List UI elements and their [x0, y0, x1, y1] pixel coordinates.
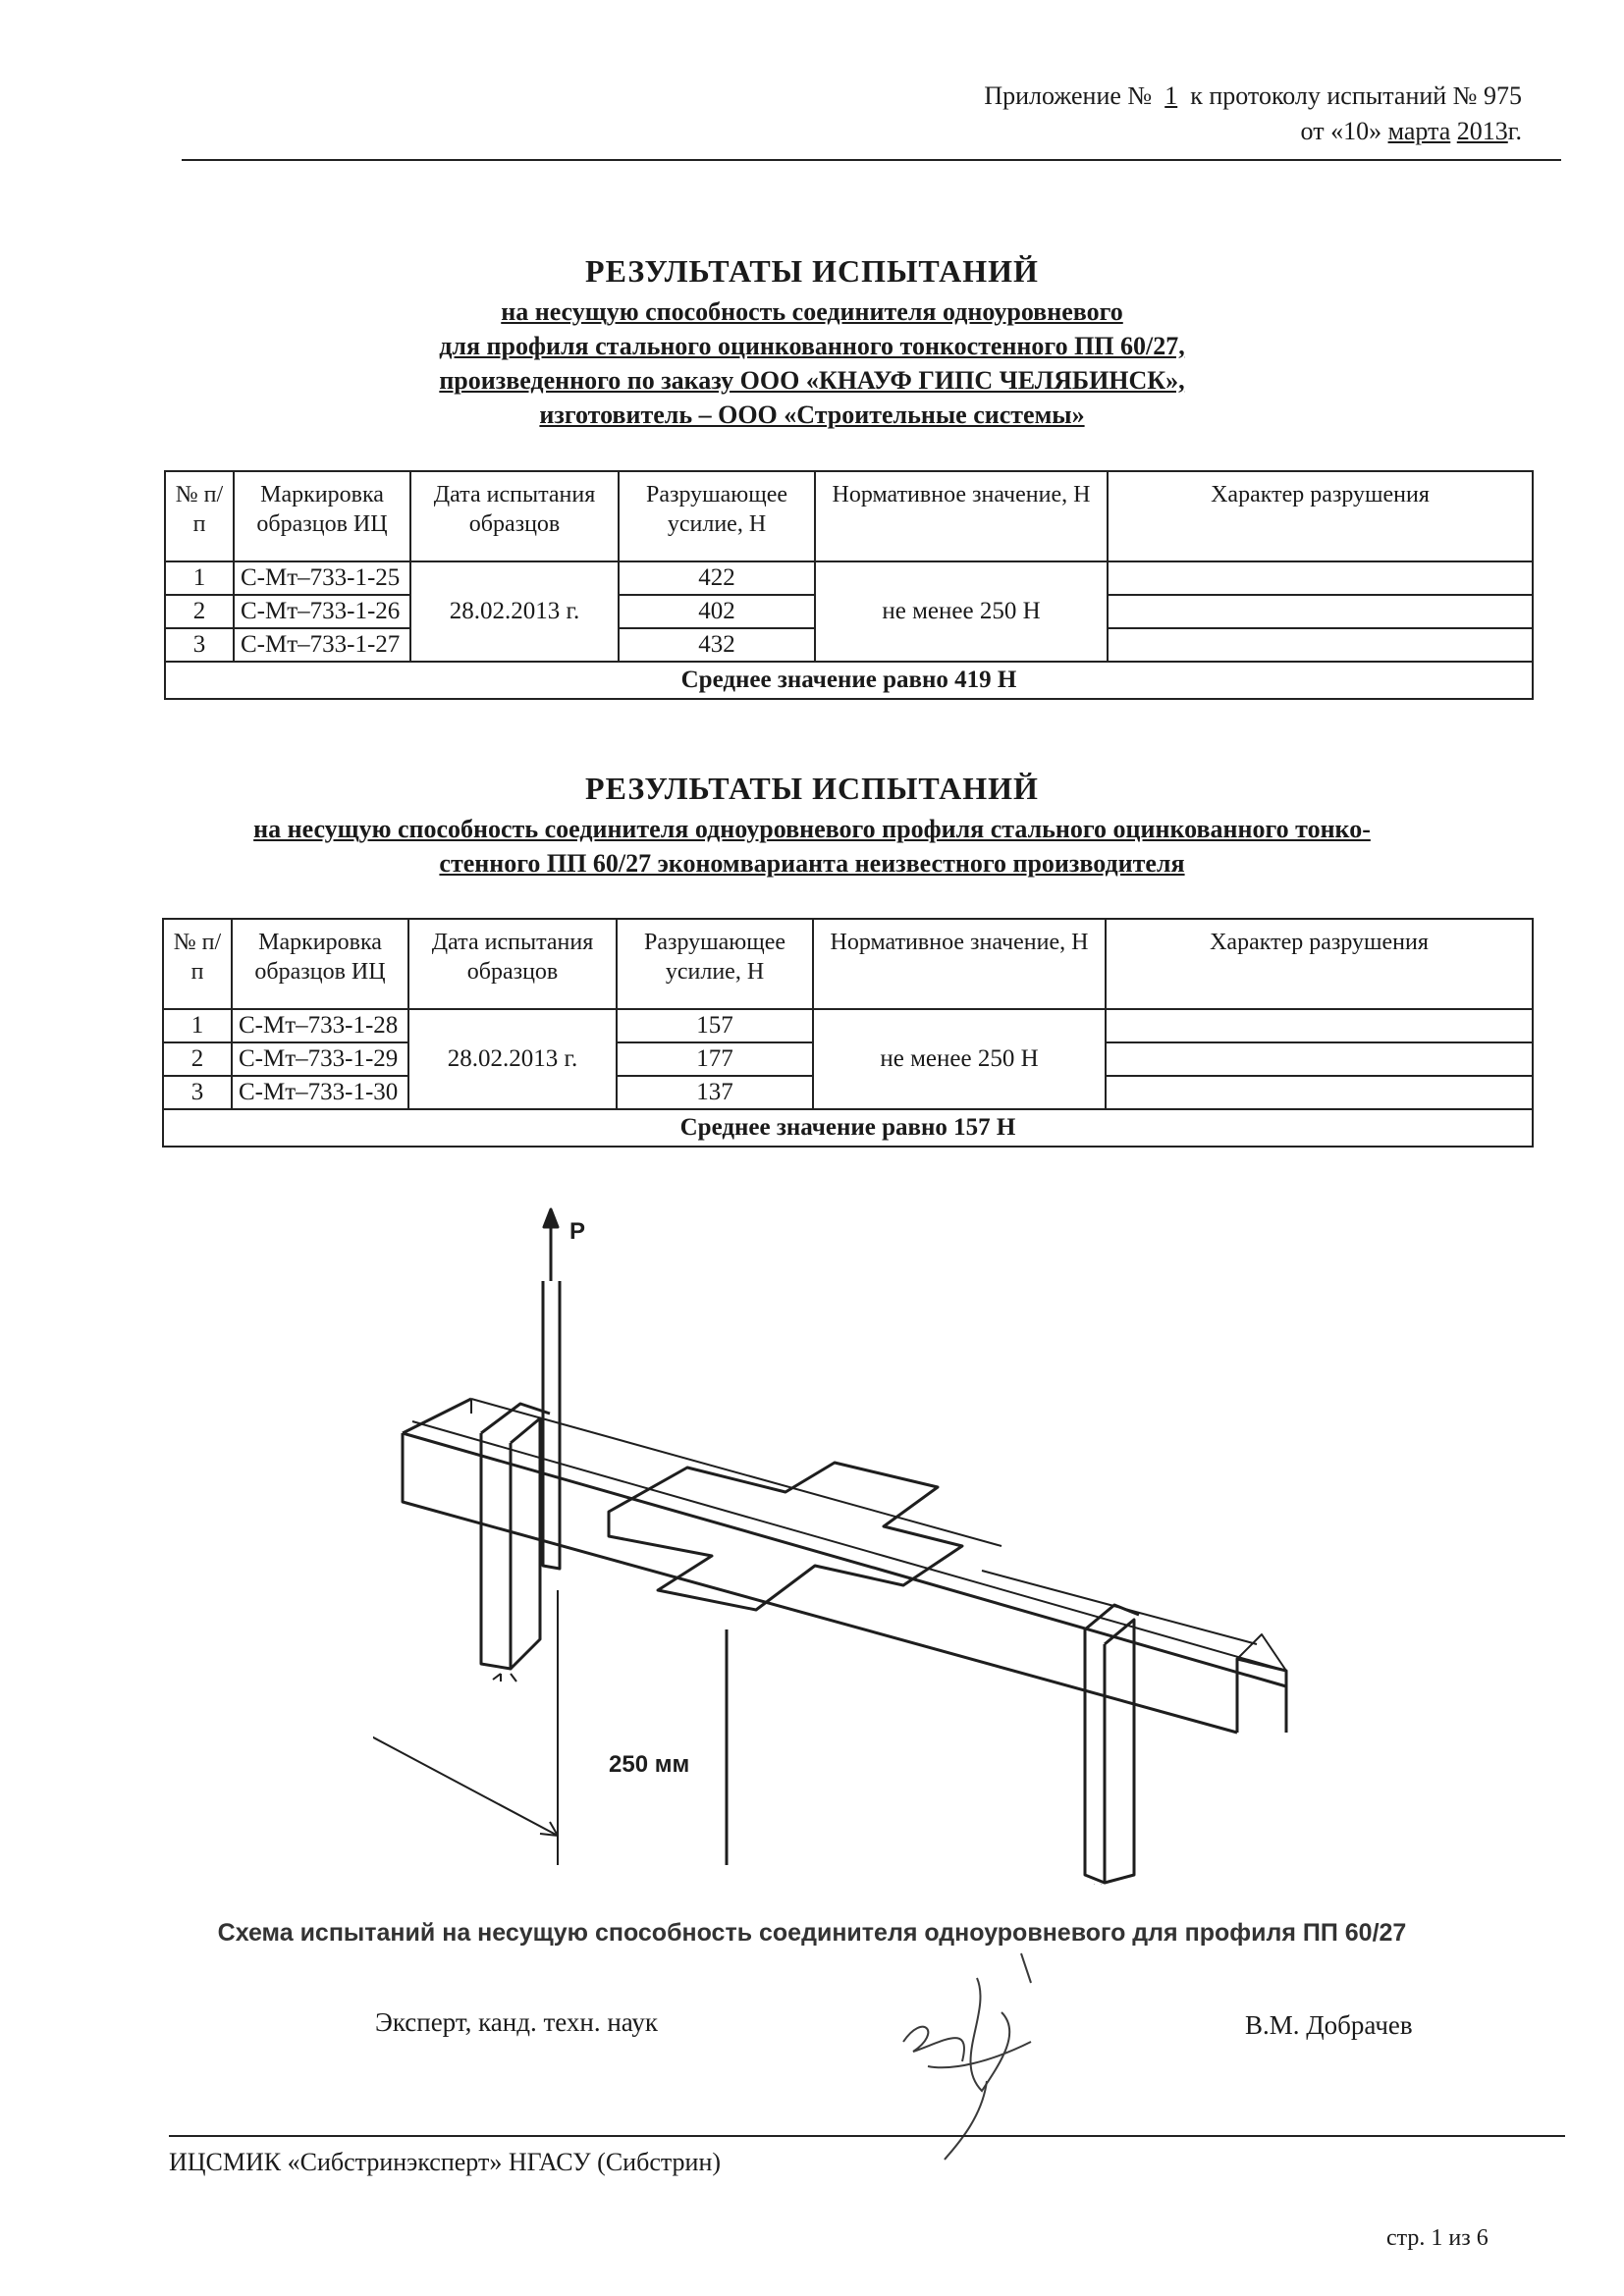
section2-title: РЕЗУЛЬТАТЫ ИСПЫТАНИЙ: [585, 771, 1039, 806]
table-row: 1 С-Мт–733-1-25 28.02.2013 г. 422 не менее 250 Н: [165, 561, 1533, 595]
profile-top-edge: [403, 1433, 1286, 1686]
section1-title: РЕЗУЛЬТАТЫ ИСПЫТАНИЙ: [585, 253, 1039, 289]
left-support: [481, 1433, 511, 1669]
test-scheme-diagram: [373, 1198, 1316, 1885]
col-character: Характер разрушения: [1106, 919, 1533, 1009]
diagram-caption: Схема испытаний на несущую способность соединителя одноуровневого для профиля ПП 60/27: [217, 1919, 1407, 1947]
col-num: № п/п: [165, 471, 234, 561]
table-header-row: [165, 471, 1533, 561]
col-character: Характер разрушения: [1108, 471, 1533, 561]
col-date: Дата испытания образцов: [410, 471, 619, 561]
load-label: Р: [569, 1218, 586, 1245]
expert-name: В.М. Добрачев: [1245, 2010, 1413, 2040]
handwritten-signature: [884, 1924, 1080, 2179]
appendix-number: 1: [1164, 81, 1178, 110]
expert-position: Эксперт, канд. техн. наук: [375, 2007, 659, 2037]
col-norm: Нормативное значение, Н: [815, 471, 1108, 561]
profile-end-face: [1237, 1659, 1286, 1733]
profile-front-face: [403, 1433, 1237, 1733]
table-row: 1 С-Мт–733-1-28 28.02.2013 г. 157 не менее 250 Н: [163, 1009, 1533, 1042]
results-table-1: [164, 470, 1534, 700]
test-date: 28.02.2013 г.: [408, 1009, 617, 1109]
footer-organization: ИЦСМИК «Сибстринэксперт» НГАСУ (Сибстрин): [169, 2148, 722, 2176]
col-force: Разрушающее усилие, Н: [619, 471, 815, 561]
test-date: 28.02.2013 г.: [410, 561, 619, 662]
col-marking: Маркировка образцов ИЦ: [234, 471, 410, 561]
col-marking: Маркировка образцов ИЦ: [232, 919, 408, 1009]
mean-value: Среднее значение равно 419 Н: [165, 662, 1533, 699]
appendix-line-1: Приложение № 1 к протоколу испытаний № 975: [984, 81, 1522, 110]
dimension-line: [373, 1723, 558, 1836]
col-date: Дата испытания образцов: [408, 919, 617, 1009]
table-row: 2 С-Мт–733-1-26 402: [165, 595, 1533, 628]
header-rule: [182, 159, 1561, 161]
mean-row: [163, 1109, 1533, 1147]
table-row: 2 С-Мт–733-1-29 177: [163, 1042, 1533, 1076]
section2-subtitle: на несущую способность соединителя одноуровневого профиля стального оцинкованного тонко- стенного ПП 60/27 экономварианта неизвестного производителя: [253, 815, 1371, 878]
norm-value: не менее 250 Н: [813, 1009, 1106, 1109]
mean-row: [165, 662, 1533, 699]
load-arrow: [544, 1209, 558, 1227]
norm-value: не менее 250 Н: [815, 561, 1108, 662]
page-number: стр. 1 из 6: [1386, 2225, 1489, 2251]
table-header-row: [163, 919, 1533, 1009]
mean-value: Среднее значение равно 157 Н: [163, 1109, 1533, 1147]
appendix-line-2: от «10» марта 2013г.: [1300, 117, 1522, 145]
appendix-header: [984, 79, 1522, 149]
footer-rule: [169, 2135, 1565, 2137]
col-force: Разрушающее усилие, Н: [617, 919, 813, 1009]
table-row: 3 С-Мт–733-1-27 432: [165, 628, 1533, 662]
table-row: 3 С-Мт–733-1-30 137: [163, 1076, 1533, 1109]
dimension-label: 250 мм: [609, 1751, 690, 1778]
results-table-2: [162, 918, 1534, 1148]
section1-subtitle: на несущую способность соединителя одноуровневого для профиля стального оцинкованного тонкостенного ПП 60/27, произведенного по заказу ООО «КНАУФ ГИПС ЧЕЛЯБИНСК», изготовитель – ООО «Строительные системы»: [439, 297, 1185, 429]
connector-plate: [609, 1463, 962, 1610]
protocol-number: 975: [1484, 81, 1522, 110]
col-norm: Нормативное значение, Н: [813, 919, 1106, 1009]
col-num: № п/п: [163, 919, 232, 1009]
